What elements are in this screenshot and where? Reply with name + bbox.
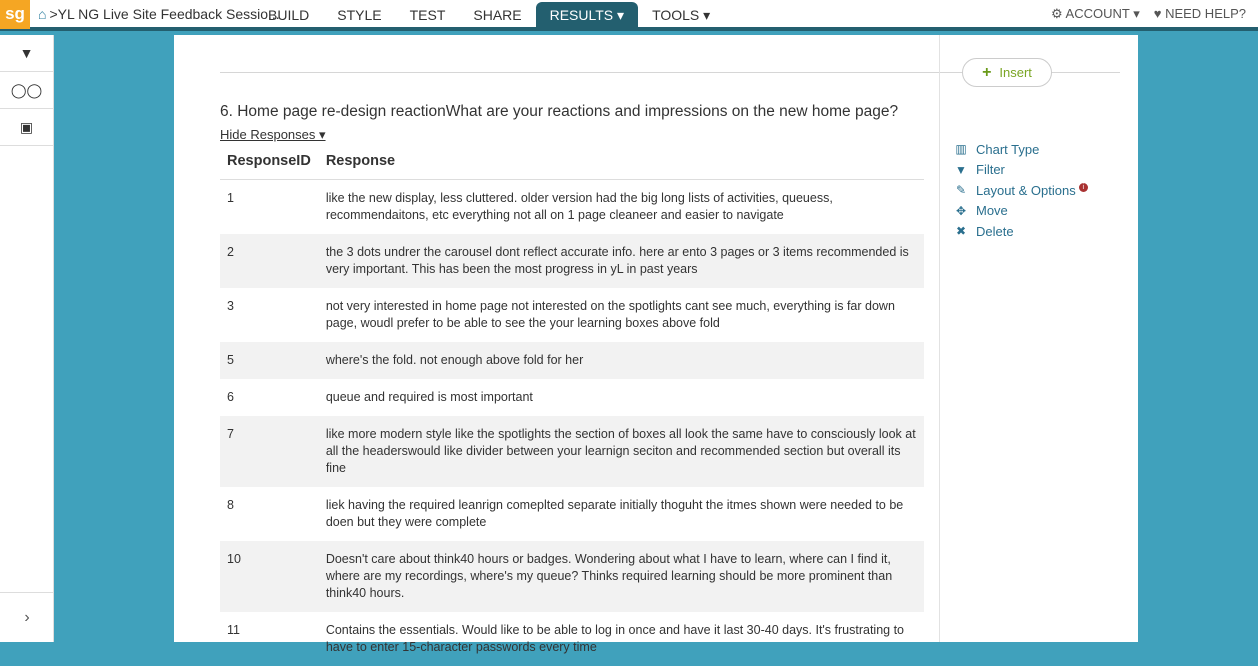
chart-type-action[interactable]: ▥ Chart Type bbox=[955, 141, 1040, 157]
response-text: Doesn't care about think40 hours or badges. Wondering about what I have to learn, where can I find it, where are my recordings, where's my queue? Thinks required learning should be more prominent than think40 hours. bbox=[319, 541, 924, 612]
filter-icon[interactable]: ▼ bbox=[0, 35, 53, 72]
response-id: 2 bbox=[220, 234, 319, 288]
table-row bbox=[220, 612, 924, 666]
divider bbox=[939, 35, 940, 642]
response-text: like more modern style like the spotlights the section of boxes all look the same have to consciously look at all the headerswould like divider between your learnign seciton and recommended section but overall its fine bbox=[319, 416, 924, 487]
move-icon: ✥ bbox=[955, 203, 967, 218]
tab-share[interactable]: SHARE bbox=[473, 7, 522, 23]
help-menu[interactable]: ♥ NEED HELP? bbox=[1153, 5, 1246, 21]
expand-sidebar-button[interactable]: › bbox=[0, 592, 54, 642]
account-menu[interactable]: ⚙ ACCOUNT ▾ bbox=[1050, 5, 1140, 21]
response-id: 10 bbox=[220, 541, 319, 612]
table-row bbox=[220, 342, 924, 379]
response-id: 7 bbox=[220, 416, 319, 487]
response-id: 1 bbox=[227, 191, 234, 205]
tab-results[interactable]: RESULTS ▾ bbox=[536, 2, 638, 29]
table-row bbox=[220, 487, 924, 541]
tab-style[interactable]: STYLE bbox=[337, 7, 382, 23]
responses-table bbox=[220, 143, 924, 666]
top-nav-bar bbox=[0, 0, 1258, 31]
move-action[interactable]: ✥ Move bbox=[955, 203, 1008, 219]
delete-action[interactable]: ✖ Delete bbox=[955, 223, 1014, 239]
info-icon: i bbox=[1079, 183, 1088, 192]
tab-build[interactable]: BUILD bbox=[268, 7, 310, 23]
filter-action[interactable]: ▼ Filter bbox=[955, 162, 1005, 178]
response-id: 5 bbox=[220, 342, 319, 379]
tab-tools[interactable]: TOOLS ▾ bbox=[652, 7, 711, 23]
logo[interactable]: sg bbox=[0, 0, 30, 29]
layout-options-action[interactable]: ✎ Layout & Options i bbox=[954, 180, 1088, 201]
response-id: 11 bbox=[227, 623, 240, 637]
table-row bbox=[220, 288, 924, 342]
table-row bbox=[220, 234, 924, 288]
hide-responses-link[interactable]: Hide Responses ▾ bbox=[220, 127, 326, 142]
question-actions bbox=[954, 139, 1088, 242]
survey-title[interactable]: >YL NG Live Site Feedback Sessio... bbox=[49, 5, 280, 22]
response-text: like the new display, less cluttered. older version had the big long lists of activities, queuess, recommendaitons, etc everything not all on 1 page cleaneer and easier to navigate bbox=[325, 191, 833, 222]
gear-icon: ⚙ bbox=[1050, 5, 1063, 21]
left-sidebar bbox=[0, 35, 54, 642]
response-text: not very interested in home page not interested on the spotlights cant see much, everything is far down page, woudl prefer to be able to see the your learning boxes above fold bbox=[325, 299, 895, 330]
insert-button[interactable]: + Insert bbox=[962, 58, 1052, 87]
heart-icon: ♥ bbox=[1153, 5, 1162, 21]
header-response: Response bbox=[319, 143, 924, 180]
bar-chart-icon: ▥ bbox=[955, 142, 967, 157]
question-title: 6. Home page re-design reactionWhat are your reactions and impressions on the new home page? bbox=[220, 103, 899, 120]
home-icon[interactable]: ⌂ bbox=[38, 5, 47, 22]
response-text: where's the fold. not enough above fold for her bbox=[319, 342, 924, 379]
response-text: queue and required is most important bbox=[325, 390, 533, 404]
response-text: Contains the essentials. Would like to be able to log in once and have it last 30-40 days. It's frustrating to have to enter 15-character passwords every time bbox=[325, 623, 904, 654]
pencil-icon: ✎ bbox=[955, 183, 967, 198]
filter-icon: ▼ bbox=[955, 162, 967, 177]
response-id: 6 bbox=[227, 390, 234, 404]
tab-test[interactable]: TEST bbox=[409, 7, 446, 23]
table-row bbox=[220, 541, 924, 612]
compare-icon[interactable]: ◯◯ bbox=[0, 72, 53, 109]
breadcrumb[interactable] bbox=[38, 5, 280, 22]
response-text: liek having the required leanrign comeplted separate initially thoguht the itmes shown were needed to be doen but they were complete bbox=[325, 498, 904, 529]
table-row bbox=[220, 416, 924, 487]
response-id: 3 bbox=[227, 299, 234, 313]
table-row bbox=[220, 180, 924, 235]
plus-icon: + bbox=[982, 63, 992, 81]
response-text: the 3 dots undrer the carousel dont reflect accurate info. here ar ento 3 pages or 3 items recommended is very important. This has been the most progress in yL in past years bbox=[319, 234, 924, 288]
close-icon: ✖ bbox=[955, 224, 967, 239]
image-icon[interactable]: ▣ bbox=[0, 109, 53, 146]
header-response-id: ResponseID bbox=[220, 143, 319, 180]
table-row bbox=[220, 379, 924, 416]
report-panel bbox=[174, 35, 1138, 654]
response-id: 8 bbox=[227, 498, 234, 512]
